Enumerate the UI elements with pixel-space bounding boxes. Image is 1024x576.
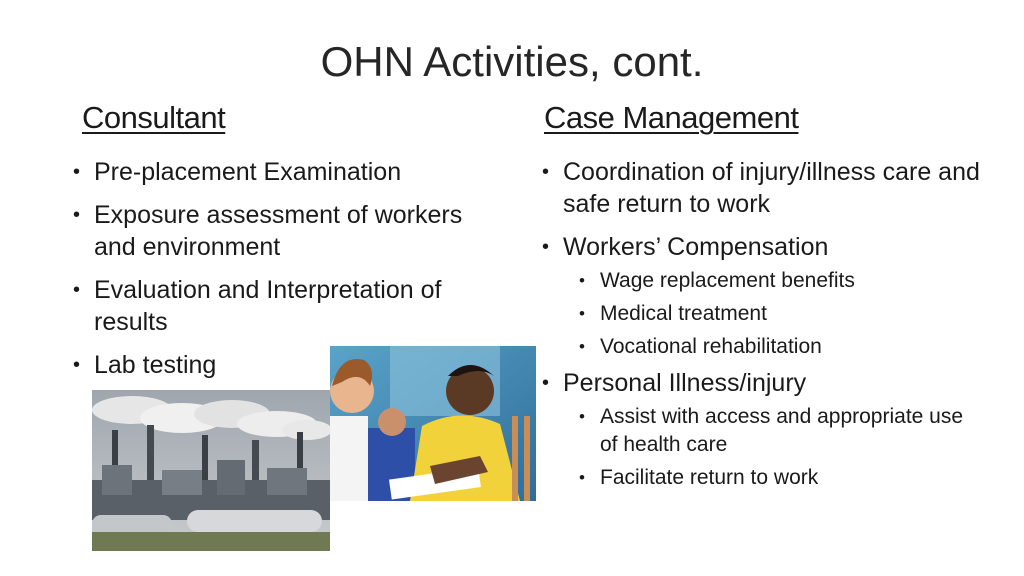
case-management-bullet-list [542,156,982,503]
industrial-plant-photo [92,390,330,551]
bullet-text: Coordination of injury/illness care and safe return to work [563,158,980,218]
sub-bullet-item: • Facilitate return to work [579,464,982,492]
sub-bullet-item: • Vocational rehabilitation [579,333,982,361]
sub-bullet-item: • Medical treatment [579,300,982,328]
bullet-item: • Exposure assessment of workers and environment [73,199,503,263]
bullet-text: Personal Illness/injury [563,369,807,397]
workers-consultation-photo [330,346,536,501]
slide-title: OHN Activities, cont. [320,38,704,85]
sub-bullet-item: • Assist with access and appropriate use of health care [579,403,982,459]
sub-bullet-list [579,403,982,492]
bullet-item: • Lab testing [73,349,503,381]
bullet-item: • Pre-placement Examination [73,156,503,188]
consultant-heading: Consultant [82,100,226,135]
bullet-text: Workers’ Compensation [563,233,829,261]
bullet-item: • Evaluation and Interpretation of results [73,274,503,338]
case-management-heading: Case Management [544,100,799,135]
bullet-item [542,156,982,220]
sub-bullet-item: • Wage replacement benefits [579,267,982,295]
bullet-item [542,231,982,361]
sub-bullet-list [579,267,982,361]
bullet-item [542,367,982,492]
